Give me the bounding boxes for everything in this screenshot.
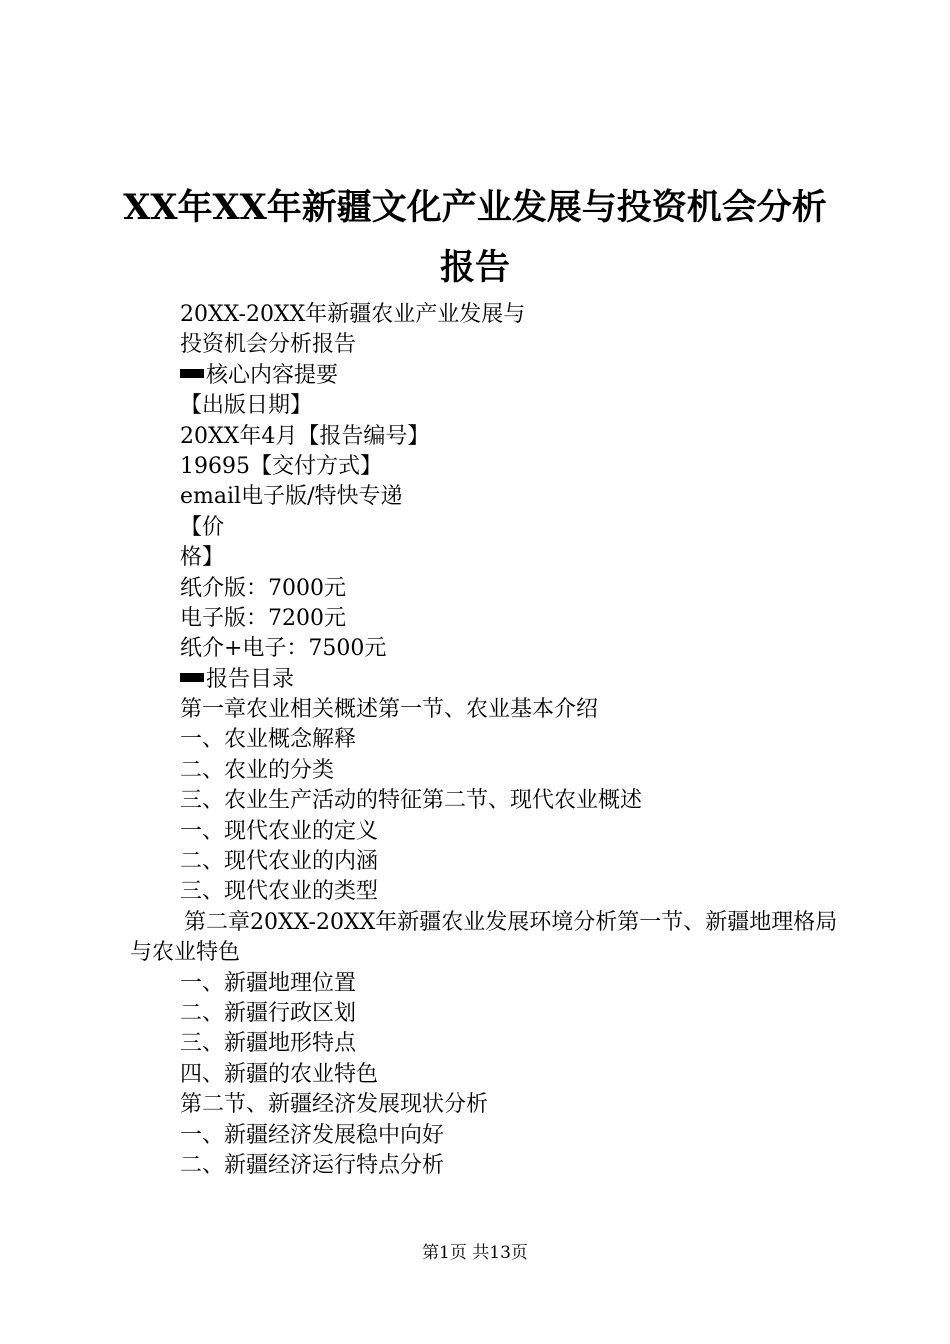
price-line: 纸介+电子：7500元 bbox=[180, 636, 387, 662]
toc-entry: 二、农业的分类 bbox=[180, 757, 335, 783]
document-title-line-1: XX年XX年新疆文化产业发展与投资机会分析 bbox=[123, 187, 827, 228]
toc-entry: 二、现代农业的内涵 bbox=[180, 849, 379, 875]
toc-entry: 一、农业概念解释 bbox=[180, 727, 357, 753]
body-line: 20XX-20XX年新疆农业产业发展与 bbox=[180, 302, 526, 327]
body-line: 投资机会分析报告 bbox=[180, 332, 357, 358]
toc-entry: 一、新疆地理位置 bbox=[180, 970, 357, 996]
section-heading-toc bbox=[130, 665, 850, 695]
price-line: 纸介版：7000元 bbox=[180, 575, 346, 601]
toc-entry: 三、现代农业的类型 bbox=[180, 879, 379, 905]
square-bullet-icon bbox=[180, 369, 204, 378]
toc-entry: 三、农业生产活动的特征第二节、现代农业概述 bbox=[180, 788, 643, 814]
section-heading-text: 核心内容提要 bbox=[206, 362, 339, 388]
page-footer: 第1页 共13页 bbox=[422, 1243, 528, 1263]
section-heading-summary bbox=[130, 361, 850, 391]
body-line: 【出版日期】 bbox=[180, 393, 313, 419]
toc-entry: 第一章农业相关概述第一节、农业基本介绍 bbox=[180, 697, 599, 723]
toc-entry: 第二节、新疆经济发展现状分析 bbox=[180, 1092, 489, 1118]
body-line: 20XX年4月【报告编号】 bbox=[180, 423, 430, 449]
price-line: 电子版：7200元 bbox=[180, 605, 346, 631]
toc-entry: 三、新疆地形特点 bbox=[180, 1031, 357, 1057]
toc-entry: 四、新疆的农业特色 bbox=[180, 1061, 379, 1087]
body-line: 格】 bbox=[180, 545, 225, 571]
toc-entry: 一、现代农业的定义 bbox=[180, 818, 379, 844]
toc-entry: 二、新疆行政区划 bbox=[180, 1001, 357, 1027]
toc-entry bbox=[130, 908, 850, 969]
square-bullet-icon bbox=[180, 673, 204, 682]
toc-entry-text: 第二章20XX-20XX年新疆农业发展环境分析第一节、新疆地理格局与农业特色 bbox=[130, 909, 838, 966]
toc-entry: 一、新疆经济发展稳中向好 bbox=[180, 1122, 445, 1148]
section-heading-text: 报告目录 bbox=[206, 666, 295, 692]
document-body bbox=[130, 300, 850, 1181]
toc-entry: 二、新疆经济运行特点分析 bbox=[180, 1152, 445, 1178]
document-title-line-2: 报告 bbox=[439, 247, 510, 288]
body-line: 【价 bbox=[180, 514, 225, 540]
body-line: email电子版/特快专递 bbox=[180, 484, 403, 510]
body-line: 19695【交付方式】 bbox=[180, 453, 382, 479]
